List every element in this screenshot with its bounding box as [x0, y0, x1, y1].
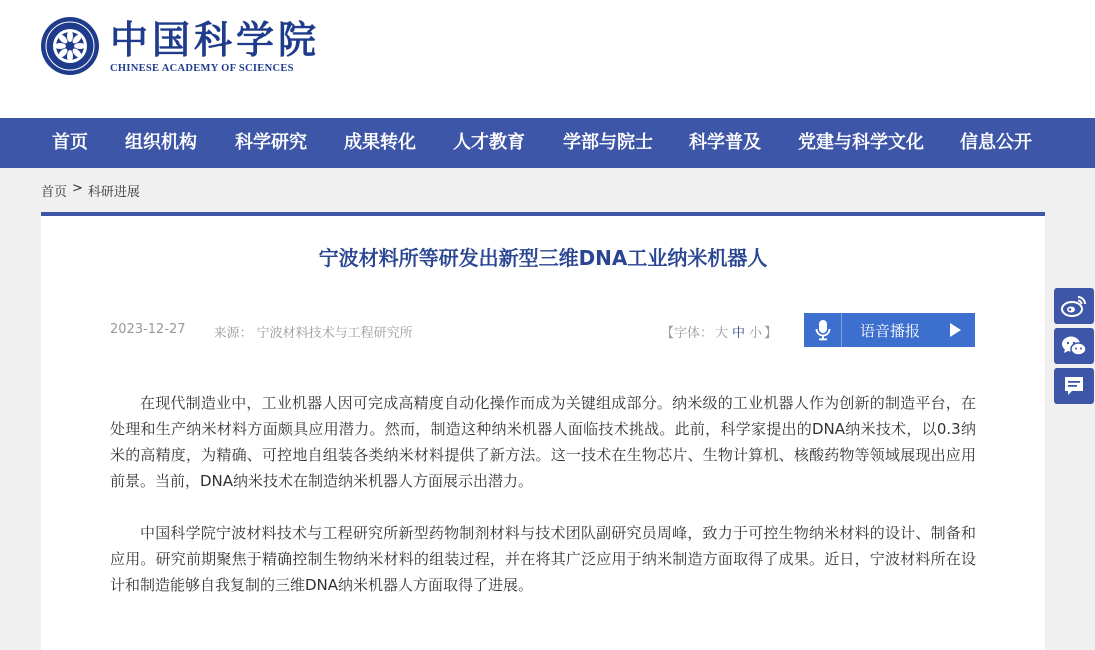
- article-source: [214, 322, 413, 341]
- weibo-icon: [1061, 295, 1087, 317]
- font-size-small[interactable]: 小: [749, 326, 763, 341]
- font-size-large[interactable]: 大: [715, 326, 729, 341]
- nav-item-research[interactable]: 科学研究: [235, 132, 307, 153]
- nav-item-popular-science[interactable]: 科学普及: [689, 132, 761, 153]
- breadcrumb-current[interactable]: 科研进展: [87, 185, 140, 200]
- site-header: [0, 0, 1095, 118]
- article-paragraph: 中国科学院宁波材料技术与工程研究所新型药物制剂材料与技术团队副研究员周峰，致力于可控生物纳米材料的设计、制备和应用。研究前期聚焦于精确控制生物纳米材料的组装过程，并在将其广泛应用于纳米制造方面取得了成果。近日，宁波材料所在设计和制造能够自我复制的三维DNA纳米机器人方面取得了进展。: [110, 524, 976, 594]
- tts-label: 语音播报: [860, 321, 921, 340]
- microphone-icon: [804, 313, 842, 347]
- source-label: 来源：: [213, 326, 253, 341]
- article-date: 2023-12-27: [110, 322, 186, 337]
- tts-button[interactable]: [804, 313, 975, 347]
- comment-button[interactable]: [1054, 368, 1094, 404]
- main-nav: [0, 118, 1095, 168]
- play-icon: [949, 323, 975, 337]
- nav-item-education[interactable]: 人才教育: [453, 132, 525, 153]
- nav-item-achievements[interactable]: 成果转化: [344, 132, 416, 153]
- font-size-medium[interactable]: 中: [732, 326, 746, 341]
- font-size-close: 】: [764, 326, 778, 341]
- article-meta: [110, 322, 413, 341]
- breadcrumb-home[interactable]: 首页: [41, 185, 68, 200]
- nav-item-party-culture[interactable]: 党建与科学文化: [798, 132, 924, 153]
- logo-english-name: CHINESE ACADEMY OF SCIENCES: [110, 62, 294, 74]
- font-size-open: 【字体：: [661, 326, 714, 341]
- wechat-icon: [1061, 335, 1087, 357]
- logo-chinese-name: 中国科学院: [110, 16, 321, 62]
- article-panel: [41, 212, 1045, 650]
- nav-item-academicians[interactable]: 学部与院士: [563, 132, 653, 153]
- share-wechat-button[interactable]: [1054, 328, 1094, 364]
- source-name: 宁波材料技术与工程研究所: [256, 326, 413, 341]
- nav-item-information[interactable]: 信息公开: [960, 132, 1032, 153]
- share-weibo-button[interactable]: [1054, 288, 1094, 324]
- nav-item-home[interactable]: 首页: [52, 132, 88, 153]
- article-content: [110, 390, 976, 624]
- cas-emblem-icon: [40, 16, 100, 76]
- nav-item-organization[interactable]: 组织机构: [125, 132, 197, 153]
- article-paragraph: 在现代制造业中，工业机器人因可完成高精度自动化操作而成为关键组成部分。纳米级的工业机器人作为创新的制造平台，在处理和生产纳米材料方面颇具应用潜力。然而，制造这种纳米机器人面临技术挑战。此前，科学家提出的DNA纳米技术，以0.3纳米的高精度，为精确、可控地自组装各类纳米材料提供了新方法。这一技术在生物芯片、生物计算机、核酸药物等领域展现出应用前景。当前，DNA纳米技术在制造纳米机器人方面展示出潜力。: [110, 394, 976, 490]
- logo-text: [110, 16, 321, 74]
- font-size-control: [661, 322, 777, 341]
- article-title: 宁波材料所等研发出新型三维DNA工业纳米机器人: [318, 246, 768, 270]
- breadcrumb: [41, 181, 140, 200]
- comment-icon: [1063, 375, 1085, 397]
- breadcrumb-separator: >: [72, 181, 83, 196]
- site-logo[interactable]: [40, 16, 320, 76]
